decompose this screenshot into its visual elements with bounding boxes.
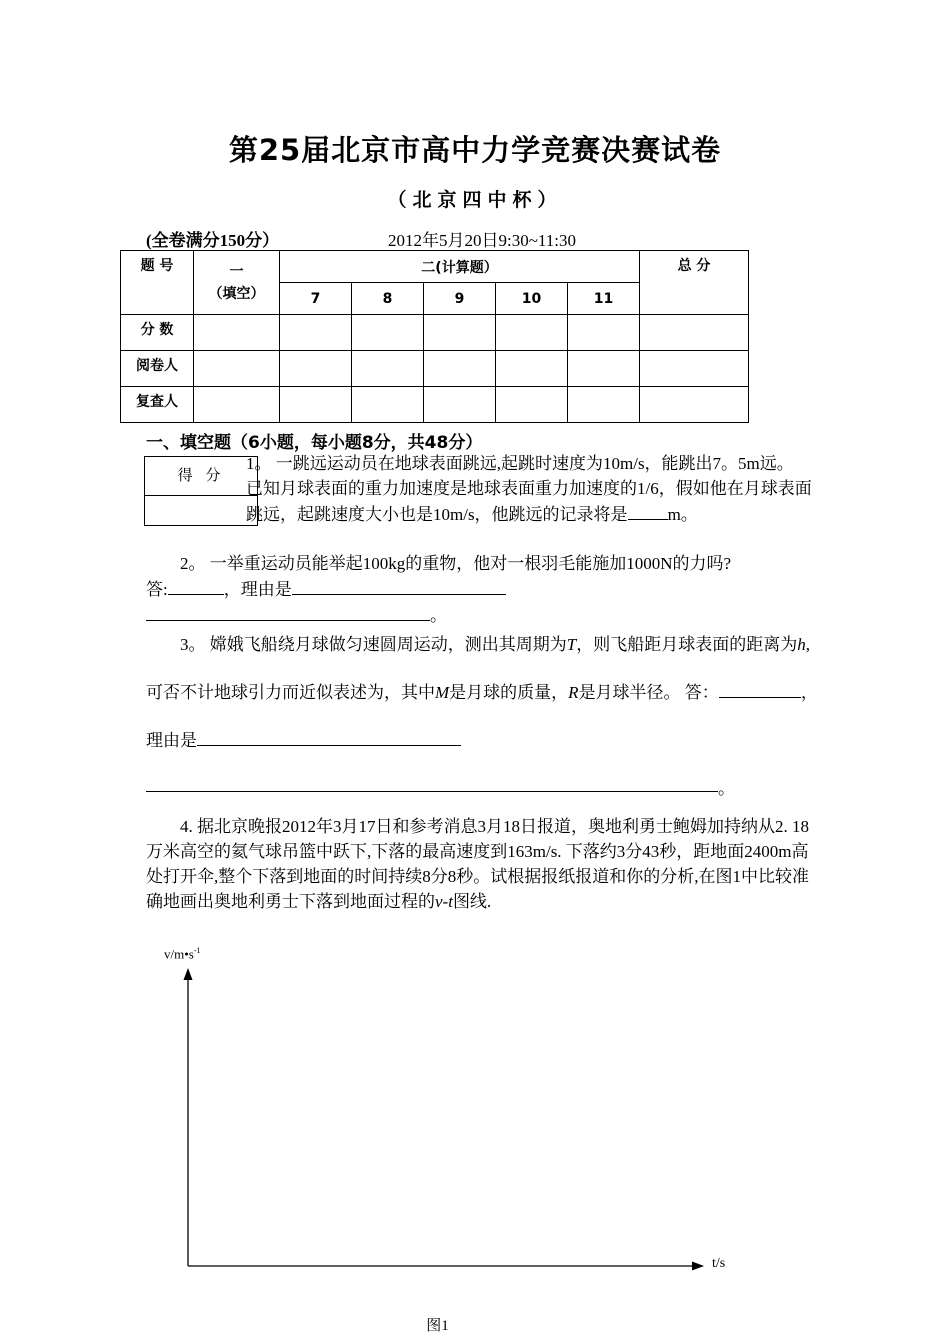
row-label-grader: 阅卷人: [121, 351, 194, 387]
y-axis-label-text: v/m•s: [164, 946, 194, 962]
y-axis-arrow-icon: [184, 968, 193, 980]
header-calc-10: 10: [496, 283, 568, 315]
q3-part1: 3。 嫦娥飞船绕月球做匀速圆周运动，测出其周期为: [180, 635, 567, 654]
header-part1-number: 一: [229, 263, 244, 280]
row-label-reviewer: 复查人: [121, 387, 194, 423]
q4-vt: v-t: [435, 892, 453, 911]
x-axis-arrow-icon: [692, 1262, 704, 1271]
q3-part3: ,可否不计地球引力而近似表述为，其中: [146, 635, 810, 702]
q2-answer-prefix: 答:: [146, 580, 168, 599]
header-part1-type: （填空）: [208, 285, 265, 302]
q4-tail: 图线.: [452, 892, 492, 911]
q3-var-M: M: [435, 683, 450, 702]
q3-var-h: h: [797, 635, 806, 654]
q3-reason-prefix: ，理由是: [146, 683, 818, 750]
q2-end: 。: [430, 606, 447, 625]
header-calc-9: 9: [424, 283, 496, 315]
header-calc-8: 8: [352, 283, 424, 315]
exam-datetime: 2012年5月20日9:30~11:30: [388, 231, 577, 250]
header-part2: 二(计算题）: [280, 251, 640, 283]
q3-var-R: R: [568, 683, 579, 702]
figure-caption: 图1: [426, 1318, 449, 1334]
q3-part4: 是月球的质量，: [449, 683, 569, 702]
q3-part5: 是月球半径。 答：: [578, 683, 719, 702]
header-question-no: 题 号: [121, 251, 194, 315]
q3-end: 。: [718, 779, 735, 798]
q1-unit: m。: [667, 505, 698, 524]
header-calc-11: 11: [568, 283, 640, 315]
q4-text: 4. 据北京晚报2012年3月17日和参考消息3月18日报道，奥地利勇士鲍姆加持纳从2. 18万米高空的氦气球吊篮中跃下,下落的最高速度到163m/s. 下落约3分43秒，距地面2400m高处打开伞,整个下落到地面的时间持续8分8秒。试根据报纸报道和你的分析,在图1中比较准确地画出奥地利勇士下落到地面过程的: [146, 817, 809, 911]
y-axis-label-sup: -1: [193, 946, 201, 955]
score-box-label: 得 分: [145, 457, 257, 496]
q3-part2: ，则飞船距月球表面的距离为: [576, 635, 798, 654]
exam-subtitle: （北京四中杯）: [387, 189, 563, 211]
q1-text: 1。 一跳远运动员在地球表面跳远,起跳时速度为10m/s，能跳出7。5m远。 已知月球表面的重力加速度是地球表面重力加速度的1/6，假如他在月球表面跳远，起跳速度大小也是10m/s，他跳远的记录将是: [246, 454, 812, 524]
q2-text: 2。 一举重运动员能举起100kg的重物，他对一根羽毛能施加1000N的力吗?: [180, 554, 732, 573]
header-calc-7: 7: [280, 283, 352, 315]
exam-title: 第25届北京市高中力学竞赛决赛试卷: [228, 133, 722, 167]
q2-reason-prefix: ，理由是: [223, 580, 292, 599]
row-label-score: 分 数: [121, 315, 194, 351]
q3-var-T: T: [566, 635, 577, 654]
full-score-note: (全卷满分150分）: [146, 231, 280, 250]
x-axis-label: t/s: [712, 1256, 726, 1271]
header-total: 总 分: [640, 251, 749, 315]
section1-heading: 一、填空题（6小题，每小题8分，共48分）: [146, 433, 483, 453]
